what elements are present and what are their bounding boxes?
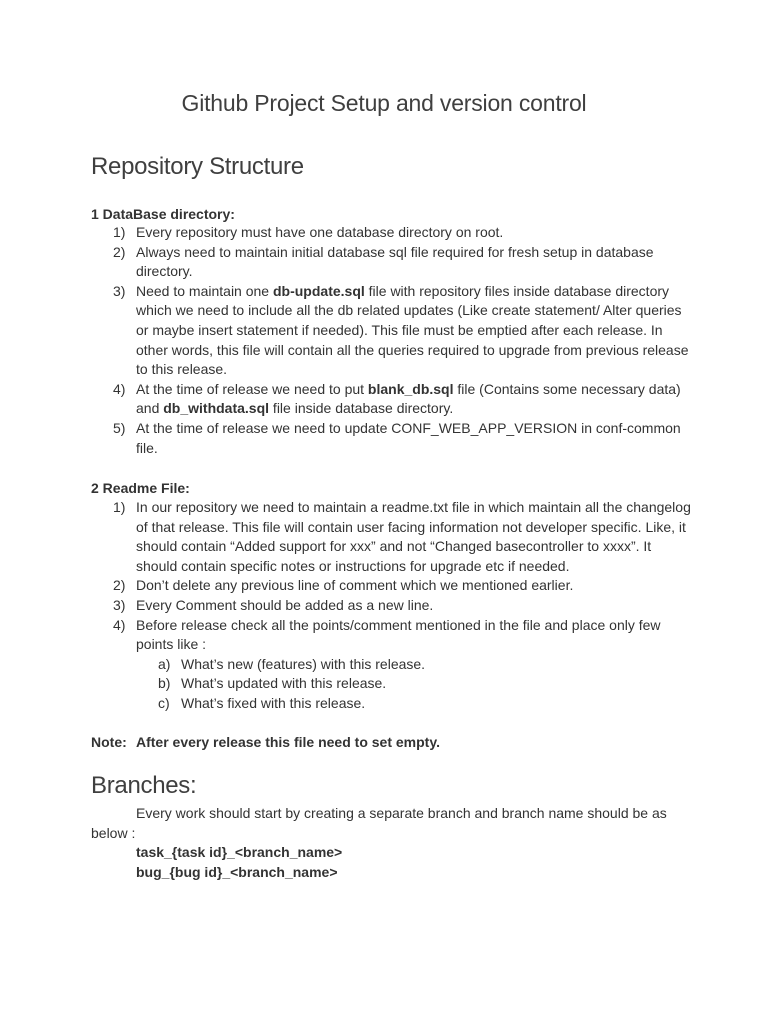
readme-file-list <box>91 498 691 714</box>
db-withdata-filename: db_withdata.sql <box>163 400 270 417</box>
branches-heading: Branches: <box>91 772 197 799</box>
database-directory-list <box>91 223 691 458</box>
list-item: 5) At the time of release we need to update CONF_WEB_APP_VERSION in conf-common file. <box>113 419 681 456</box>
branches-paragraph: Every work should start by creating a separate branch and branch name should be as below : <box>91 805 667 841</box>
list-item: 1) In our repository we need to maintain a readme.txt file in which maintain all the changelog of that release. This file will contain user facing information not developer specific. Like, it should contain “Added support for xxx” and not “Changed basecontroller to xxxx”. It should contain specific notes or instructions for upgrade etc if needed. <box>113 499 691 574</box>
db-update-filename: db-update.sql <box>272 282 365 299</box>
note-line <box>91 734 440 750</box>
task-branch-pattern: task_{task id}_<branch_name> <box>136 844 343 860</box>
repository-structure-heading: Repository Structure <box>91 153 304 180</box>
sublist-item: b) What’s updated with this release. <box>158 675 387 692</box>
sublist-item: c) What’s fixed with this release. <box>158 694 366 711</box>
blank-db-filename: blank_db.sql <box>367 380 454 397</box>
note-label: Note: <box>91 734 127 750</box>
list-item: 1) Every repository must have one database directory on root. <box>113 224 504 240</box>
readme-points-sublist <box>136 655 691 714</box>
readme-file-subheading: 2 Readme File: <box>91 480 190 496</box>
list-item: 3) Need to maintain one db-update.sql file with repository files inside database directory which we need to include all the db related updates (Like create statement/ Alter queries or maybe insert statement if needed). This file must be emptied after each release. In other words, this file will contain all the queries required to upgrade from previous release to this release. <box>113 282 689 378</box>
sublist-item: a) What’s new (features) with this release. <box>158 655 426 672</box>
list-item: 4) Before release check all the points/comment mentioned in the file and place only few points like : a) What’s new (features) with this release. b) What’s updated with this release. c) What’s fixed with this release. <box>91 616 691 714</box>
list-item: 4) At the time of release we need to put blank_db.sql file (Contains some necessary data) and db_withdata.sql file inside database directory. <box>113 380 681 417</box>
database-directory-subheading: 1 DataBase directory: <box>91 206 235 222</box>
document-title: Github Project Setup and version control <box>181 90 587 116</box>
list-item: 2) Don’t delete any previous line of comment which we mentioned earlier. <box>113 577 574 594</box>
note-text: After every release this file need to set empty. <box>136 734 440 750</box>
bug-branch-pattern: bug_{bug id}_<branch_name> <box>136 864 338 880</box>
list-item: 2) Always need to maintain initial database sql file required for fresh setup in database directory. <box>113 243 654 280</box>
list-item: 3) Every Comment should be added as a new line. <box>113 596 434 613</box>
